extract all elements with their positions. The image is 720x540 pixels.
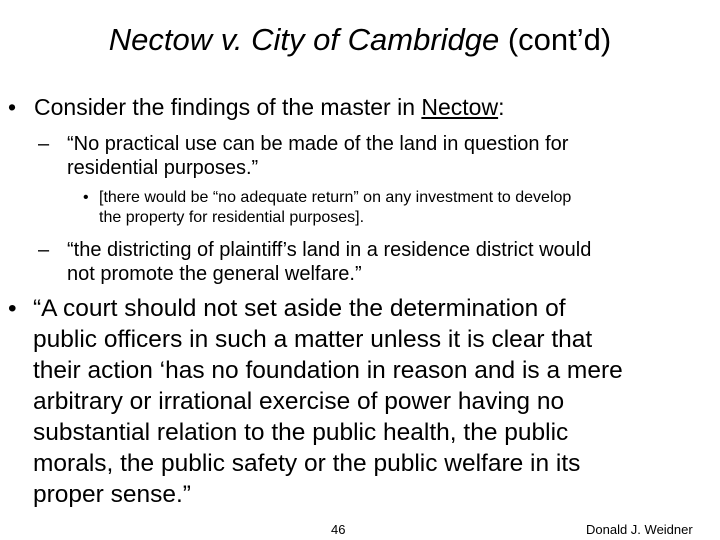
bullet-marker: •	[8, 94, 17, 120]
sub-bullet-line: “No practical use can be made of the land in question for	[67, 133, 569, 155]
bullet-text: Consider the findings of the master in	[34, 94, 422, 120]
sub-bullet-line: “the districting of plaintiff’s land in a residence district would	[67, 239, 592, 261]
bullet-marker: •	[8, 295, 17, 322]
quote-line: arbitrary or irrational exercise of power having no	[33, 388, 565, 415]
case-name-underlined: Nectow	[421, 94, 499, 120]
bullet-findings	[8, 93, 504, 121]
dash-marker: –	[38, 133, 50, 155]
dash-marker: –	[38, 239, 50, 261]
quote-line: morals, the public safety or the public welfare in its	[33, 450, 581, 477]
quote-line: substantial relation to the public health, the public	[33, 419, 569, 446]
bullet-marker: •	[83, 189, 89, 206]
quote-line: “A court should not set aside the determination of	[33, 295, 566, 322]
quote-line: their action ‘has no foundation in reason and is a mere	[33, 357, 623, 384]
title-case-name: Nectow v. City of Cambridge	[108, 22, 500, 57]
quote-line: proper sense.”	[33, 481, 191, 508]
bullet-suffix: :	[498, 94, 505, 120]
author-name: Donald J. Weidner	[586, 522, 693, 537]
sub-sub-bullet-line: [there would be “no adequate return” on any investment to develop	[99, 189, 572, 206]
sub-bullet-line: residential purposes.”	[67, 157, 259, 179]
page-number: 46	[331, 522, 346, 537]
slide-title	[0, 20, 720, 60]
quote-line: public officers in such a matter unless it is clear that	[33, 326, 593, 353]
sub-sub-bullet-line: the property for residential purposes].	[99, 209, 365, 226]
sub-bullet-line: not promote the general welfare.”	[67, 263, 362, 285]
title-suffix: (cont’d)	[499, 22, 612, 57]
